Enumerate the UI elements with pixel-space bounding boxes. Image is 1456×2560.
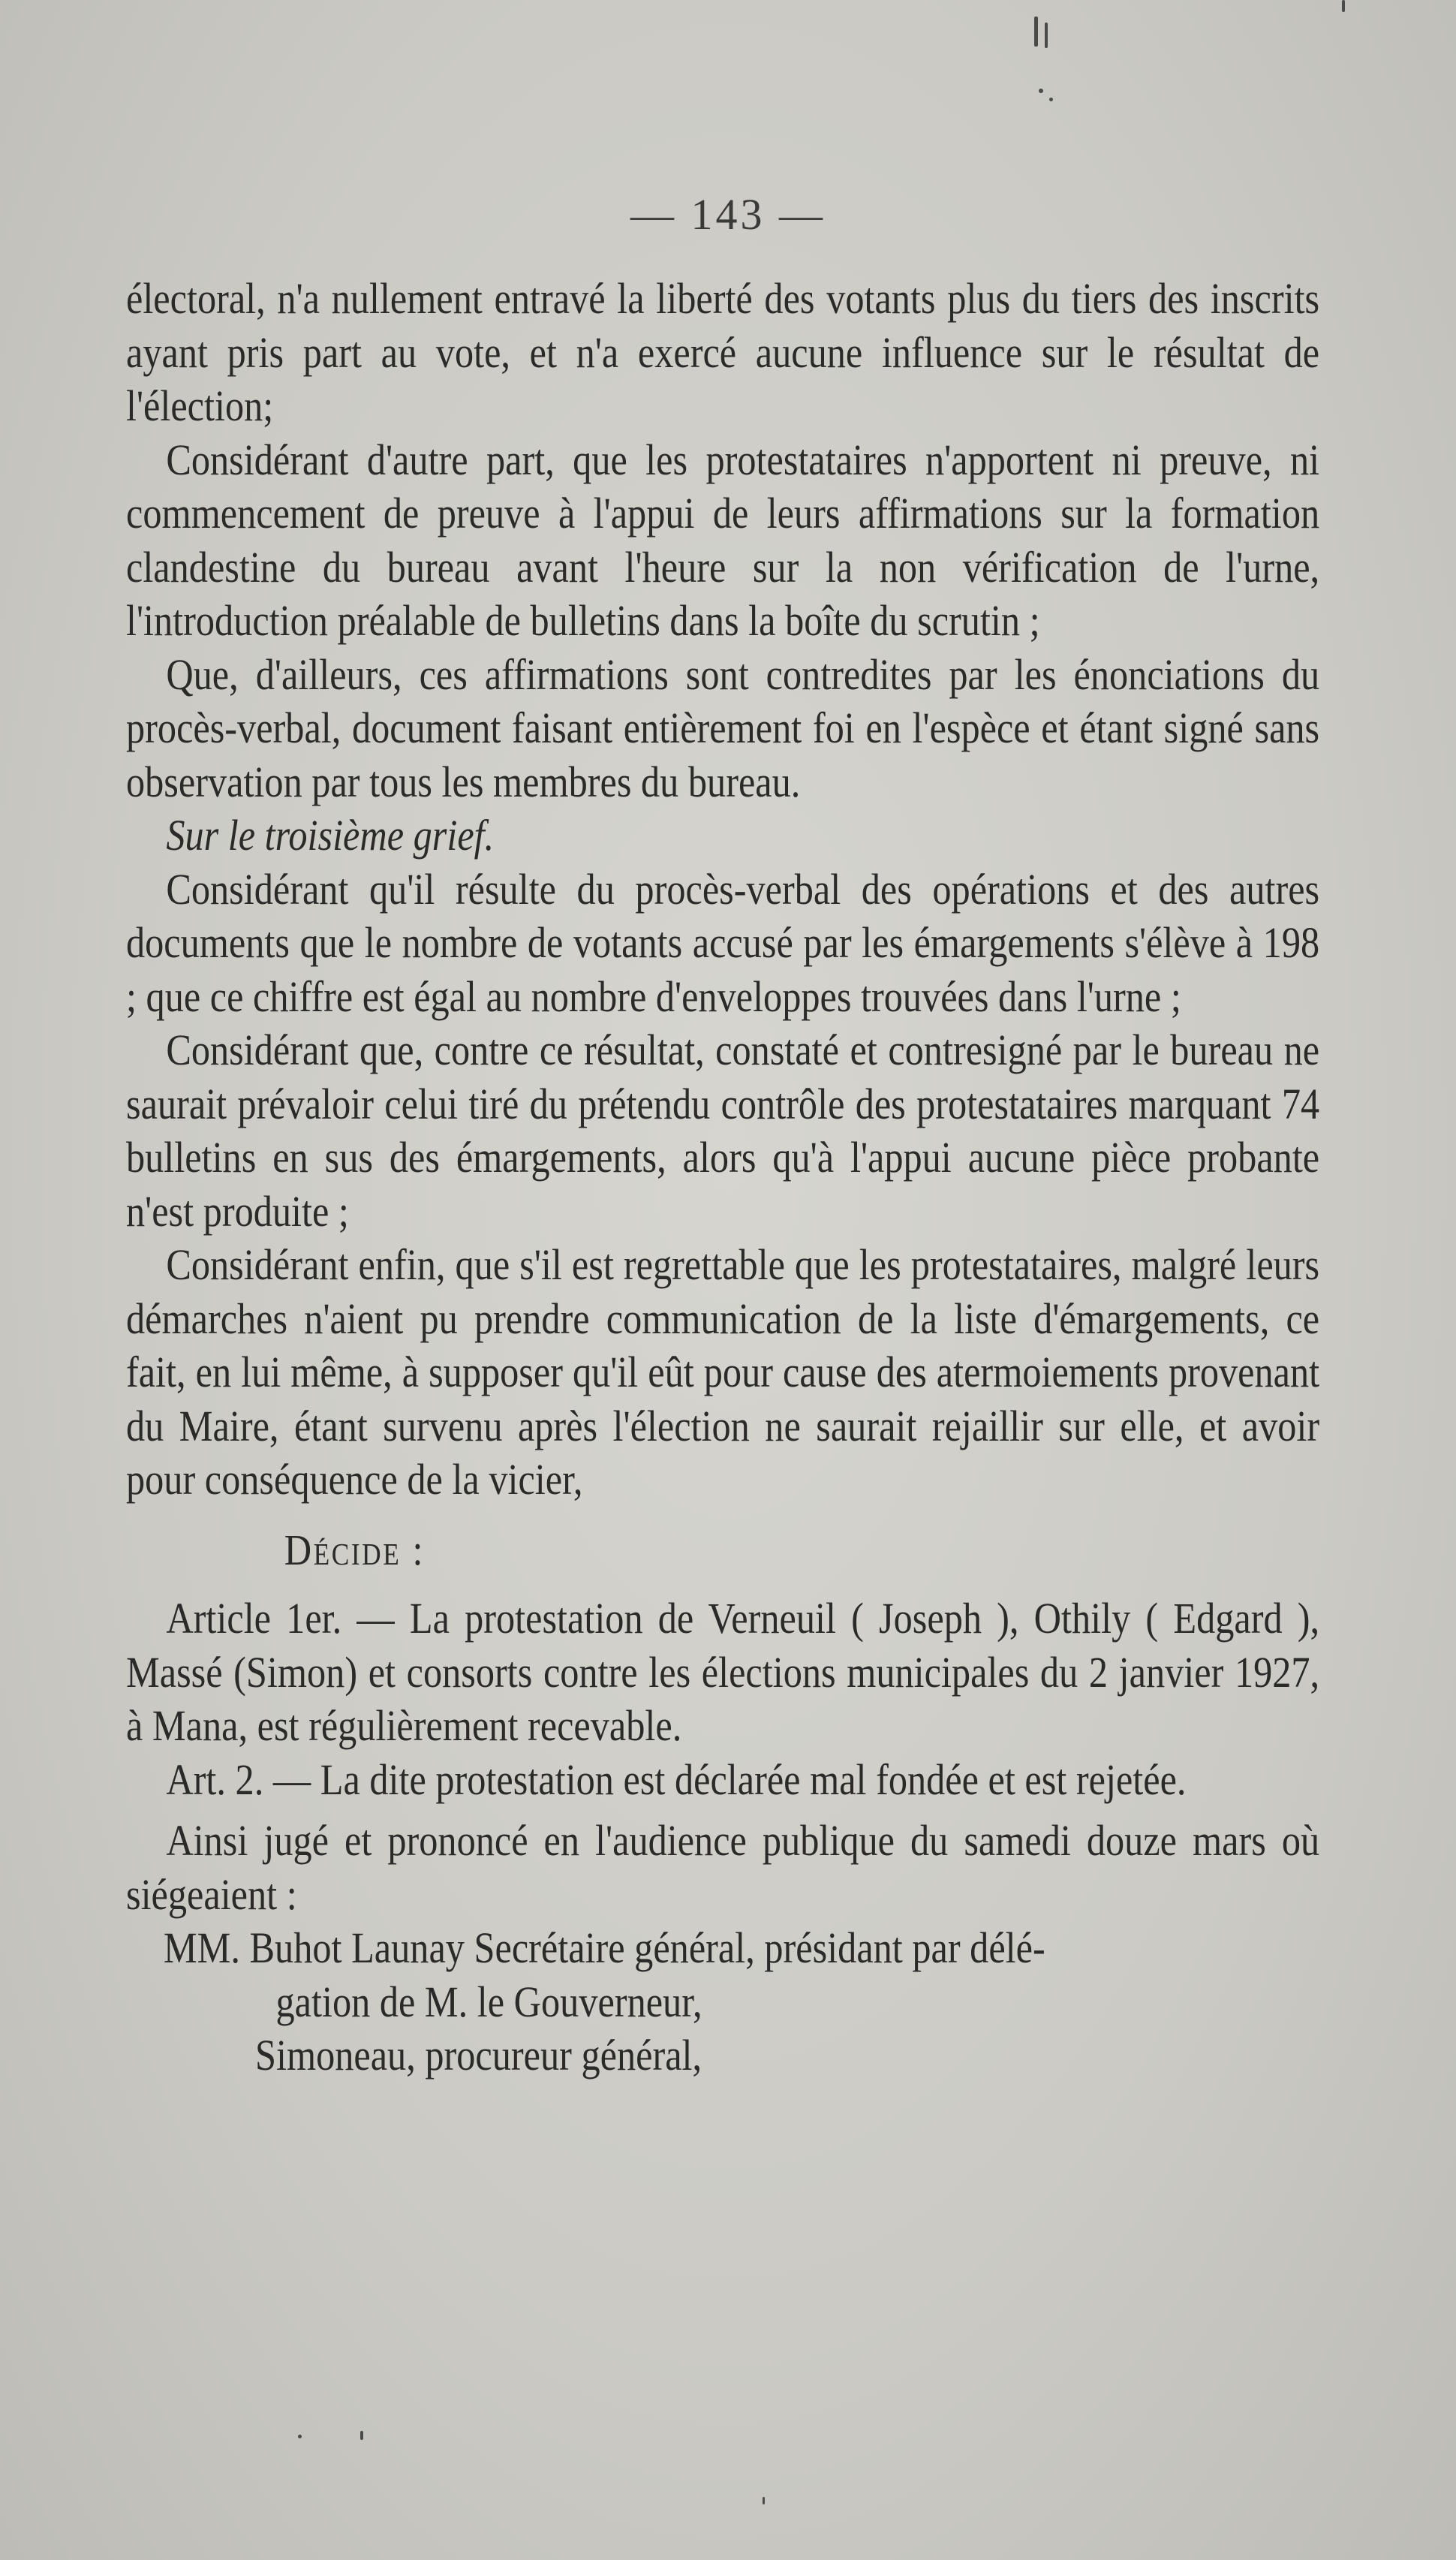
article-1: Article 1er. — La protestation de Verneuil ( Joseph ), Othily ( Edgard ), Massé (Simon) et consorts contre les élections municipales du 2 janvier 1927, à Mana, est régulièrement recevable. [126,1594,1320,1750]
paragraph-considerant-controle: Considérant que, contre ce résultat, constaté et contresigné par le bureau ne saurait prévaloir celui tiré du prétendu contrôle des protestataires marquant 74 bulletins en sus des émargements, alors qu'à l'appui aucune pièce probante n'est produite ; [126,1026,1320,1236]
signatory-line-1: MM. Buhot Launay Secrétaire général, présidant par délé- [163,1923,1045,1972]
closing-statement: Ainsi jugé et prononcé en l'audience publique du samedi douze mars où siégeaient : [126,1816,1320,1919]
paragraph-que-dailleurs: Que, d'ailleurs, ces affirmations sont contredites par les énonciations du procès-verbal, document faisant entièrement foi en l'espèce et étant signé sans observation par tous les membres du bureau. [126,649,1320,806]
document-body [126,272,1319,2083]
paragraph-considerant-proces-verbal: Considérant qu'il résulte du procès-verbal des opérations et des autres documents que le nombre de votants accusé par les émargements s'élève à 198 ; que ce chiffre est égal au nombre d'enveloppes trouvées dans l'urne ; [126,864,1320,1021]
paragraph-considerant-autre-part: Considérant d'autre part, que les protestataires n'apportent ni preuve, ni commencement de preuve à l'appui de leurs affirmations sur la formation clandestine du bureau avant l'heure sur la non vérification de l'urne, l'introduction préalable de bulletins dans la boîte du scrutin ; [126,435,1320,645]
decision-heading: Décide : [284,1525,426,1574]
page-number: — 143 — [630,190,826,239]
signatory-line-2: Simoneau, procureur général, [255,2031,702,2080]
paragraph-continuation: électoral, n'a nullement entravé la liberté des votants plus du tiers des inscrits ayant pris part au vote, et n'a exercé aucune influence sur le résultat de l'élection; [126,274,1320,430]
section-title-troisieme-grief: Sur le troisième grief. [166,811,495,860]
paragraph-considerant-enfin: Considérant enfin, que s'il est regrettable que les protestataires, malgré leurs démarches n'aient pu prendre communication de la liste d'émargements, ce fait, en lui même, à supposer qu'il eût pour cause des atermoiements provenant du Maire, étant survenu après l'élection ne saurait rejaillir sur elle, et avoir pour conséquence de la vicier, [126,1240,1320,1504]
article-2: Art. 2. — La dite protestation est déclarée mal fondée et est rejetée. [166,1754,1187,1804]
signatory-line-1-continued: gation de M. le Gouverneur, [275,1977,702,2026]
spacer [126,1806,1319,1814]
